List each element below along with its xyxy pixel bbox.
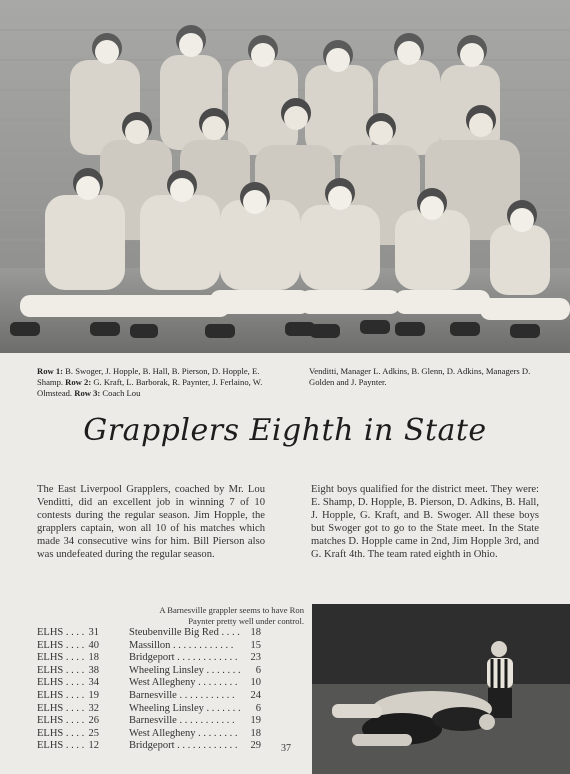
score-team: ELHS . . . . <box>37 689 85 701</box>
score-ours: 38 <box>88 664 99 676</box>
score-row <box>37 627 273 640</box>
action-photo-art <box>312 604 570 774</box>
score-opponent: Steubenville Big Red . . . . <box>129 627 240 638</box>
page-number: 37 <box>281 743 291 754</box>
score-ours: 18 <box>88 652 99 664</box>
score-ours: 25 <box>88 727 99 739</box>
score-team: ELHS . . . . <box>37 740 85 752</box>
score-row <box>37 652 273 665</box>
team-photo-art <box>0 0 570 353</box>
score-theirs: 24 <box>250 689 261 701</box>
action-photo-caption: A Barnesville grappler seems to have Ron Paynter pretty well under control. <box>159 605 304 626</box>
score-team: ELHS . . . . <box>37 652 85 664</box>
score-list <box>37 627 273 753</box>
score-opponent: West Allegheny . . . . . . . . <box>129 727 238 739</box>
score-theirs: 23 <box>250 652 261 664</box>
article-column-right <box>311 483 539 562</box>
score-team: ELHS . . . . <box>37 664 85 676</box>
score-row <box>37 665 273 678</box>
score-team: ELHS . . . . <box>37 677 85 689</box>
caption-row3-label: Row 3: <box>74 387 101 398</box>
action-photo <box>312 604 570 774</box>
score-opponent: Massillon . . . . . . . . . . . . <box>129 639 234 651</box>
score-theirs: 15 <box>250 639 261 651</box>
caption-row1-label: Row 1: <box>37 366 64 376</box>
score-ours: 40 <box>88 639 99 651</box>
score-row <box>37 715 273 728</box>
article-column-left <box>37 483 265 562</box>
score-ours: 12 <box>88 740 99 752</box>
score-row <box>37 740 273 753</box>
team-photo-caption-right: Venditti, Manager L. Adkins, B. Glenn, D. Adkins, Managers D. Golden and J. Paynter. <box>309 366 531 387</box>
score-theirs: 19 <box>250 715 261 727</box>
score-team: ELHS . . . . <box>37 627 85 638</box>
score-theirs: 6 <box>255 702 261 714</box>
score-theirs: 6 <box>255 664 261 676</box>
score-row <box>37 703 273 716</box>
score-theirs: 10 <box>250 677 261 689</box>
score-opponent: Barnesville . . . . . . . . . . . <box>129 715 235 727</box>
score-opponent: West Allegheny . . . . . . . . <box>129 677 238 689</box>
score-theirs: 18 <box>250 727 261 739</box>
article-paragraph-right: Eight boys qualified for the district meet. They were: E. Shamp, D. Hopple, B. Pierson, D. Adkins, B. Hall, J. Hopple, G. Kraft, and B. Swoger. All these boys but Swoger got to go to the State meet. In the State matches D. Hopple came in 2nd, Jim Hopple 3rd, and G. Kraft 4th. The team rated eighth in Ohio. <box>311 484 539 561</box>
score-ours: 26 <box>88 715 99 727</box>
team-photo-caption-left <box>37 366 269 398</box>
article-paragraph-left: The East Liverpool Grapplers, coached by Mr. Lou Venditti, did an excellent job in winning 7 of 10 contests during the regular season. Jim Hopple, the grapplers captain, won all 10 of his matches which made 34 consecutive wins for him. Bill Pierson also was undefeated during the regular season. <box>37 484 265 561</box>
score-team: ELHS . . . . <box>37 639 85 651</box>
caption-row3-text: Coach Lou <box>100 387 141 398</box>
score-ours: 34 <box>88 677 99 689</box>
page-title: Grapplers Eighth in State <box>83 413 487 448</box>
caption-row1-text: B. Swoger, J. Hopple, B. Hall, B. Pierson, D. Hopple, E. Shamp. <box>37 366 260 387</box>
score-team: ELHS . . . . <box>37 715 85 727</box>
score-ours: 31 <box>88 627 99 638</box>
score-row <box>37 690 273 703</box>
score-opponent: Barnesville . . . . . . . . . . . <box>129 689 235 701</box>
score-theirs: 18 <box>250 627 261 638</box>
caption-row2-text: G. Kraft, L. Barborak, R. Paynter, J. Ferlaino, W. Olmstead. <box>37 376 263 398</box>
score-opponent: Wheeling Linsley . . . . . . . <box>129 664 241 676</box>
score-theirs: 29 <box>250 740 261 752</box>
score-opponent: Bridgeport . . . . . . . . . . . . <box>129 740 238 752</box>
score-team: ELHS . . . . <box>37 727 85 739</box>
score-row <box>37 728 273 741</box>
score-row <box>37 677 273 690</box>
score-ours: 19 <box>88 689 99 701</box>
caption-row2-label: Row 2: <box>65 376 92 387</box>
score-opponent: Wheeling Linsley . . . . . . . <box>129 702 241 714</box>
score-ours: 32 <box>88 702 99 714</box>
score-row <box>37 640 273 653</box>
score-opponent: Bridgeport . . . . . . . . . . . . <box>129 652 238 664</box>
team-photo <box>0 0 570 353</box>
score-team: ELHS . . . . <box>37 702 85 714</box>
